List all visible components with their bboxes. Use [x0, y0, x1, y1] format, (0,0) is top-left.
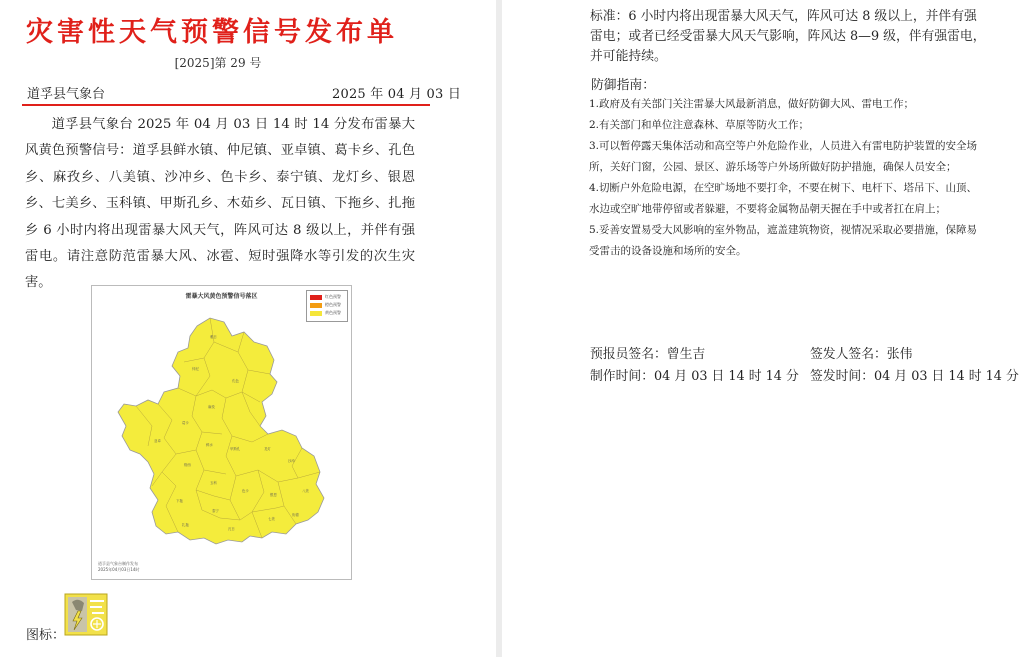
warning-standard: 标准：6 小时内将出现雷暴大风天气，阵风可达 8 级以上，并伴有强雷电；或者已经受雷暴大风天气影响，阵风达 8—9 级，伴有强雷电，并可能持续。	[590, 9, 986, 64]
guide-item: 5.妥善安置易受大风影响的室外物品，遮盖建筑物资，视情况采取必要措施，保障易受雷击的设备设施和场所的安全。	[589, 224, 978, 257]
svg-text:扎拖: 扎拖	[182, 523, 189, 527]
guide-item: 2.有关部门和单位注意森林、草原等防火工作；	[589, 119, 810, 131]
map-legend	[306, 290, 348, 322]
svg-text:格西: 格西	[184, 463, 191, 467]
svg-text:雅日: 雅日	[210, 335, 217, 339]
svg-text:沙冲: 沙冲	[288, 459, 295, 463]
legend-label-yellow: 黄色预警	[325, 310, 341, 315]
svg-text:泰宁: 泰宁	[212, 509, 219, 513]
yellow-thunderstorm-wind-warning-icon	[64, 593, 108, 636]
svg-text:龙灯: 龙灯	[264, 447, 271, 451]
svg-text:玉科: 玉科	[210, 481, 217, 485]
svg-text:七美: 七美	[268, 517, 275, 521]
left-page	[0, 0, 496, 657]
map-footer-line1: 道孚县气象台制作发布	[98, 561, 138, 566]
right-page	[502, 0, 1024, 657]
issue-date: 2025 年 04 月 03 日	[332, 87, 462, 102]
svg-text:葛卡: 葛卡	[182, 421, 189, 425]
svg-text:亚卓: 亚卓	[154, 439, 161, 443]
issue-time: 签发时间：04 月 03 日 14 时 14 分	[810, 369, 1019, 384]
svg-text:协德: 协德	[292, 513, 299, 517]
map-footer	[98, 561, 139, 573]
warning-body: 道孚县气象台 2025 年 04 月 03 日 14 时 14 分发布雷暴大风黄色预警信号：道孚县鲜水镇、仲尼镇、亚卓镇、葛卡乡、孔色乡、麻孜乡、八美镇、沙冲乡、色卡乡、泰宁镇、龙灯乡、银恩乡、七美乡、玉科镇、甲斯孔乡、木茹乡、瓦日镇、下拖乡、扎拖乡 6 小时内将出现雷暴大风天气，阵风可达 8 级以上，并伴有强雷电。请注意防范雷暴大风、冰雹、短时强降水等引发的次生灾害。	[25, 117, 415, 291]
county-map	[92, 286, 351, 579]
legend-swatch-yellow	[310, 311, 322, 316]
county-outline	[118, 318, 324, 544]
issuer: 道孚县气象台	[27, 87, 106, 102]
svg-text:银恩: 银恩	[270, 493, 277, 497]
legend-label-red: 红色预警	[325, 294, 341, 299]
svg-text:瓦日: 瓦日	[228, 527, 235, 531]
guide-item: 4.切断户外危险电源，在空旷场地不要打伞，不要在树下、电杆下、塔吊下、山顶、水边或空旷地带停留或者躲避，不要将金属物品朝天握在手中或者扛在肩上；	[589, 182, 978, 215]
made-time: 制作时间：04 月 03 日 14 时 14 分	[590, 369, 799, 384]
defense-guide-list	[589, 94, 984, 262]
red-divider	[22, 104, 430, 106]
map-title: 雷暴大风黄色预警信号落区	[185, 293, 258, 300]
defense-guide-title: 防御指南：	[591, 78, 655, 93]
legend-swatch-orange	[310, 303, 322, 308]
guide-item: 1.政府及有关部门关注雷暴大风最新消息，做好防御大风、雷电工作；	[589, 98, 915, 110]
svg-text:甲斯孔: 甲斯孔	[230, 447, 241, 451]
forecaster-signature: 预报员签名：曾生吉	[590, 347, 706, 362]
legend-swatch-red	[310, 295, 322, 300]
svg-text:孔色: 孔色	[232, 379, 239, 383]
svg-text:鲜水: 鲜水	[206, 443, 213, 447]
legend-yellow	[310, 311, 346, 317]
guide-item: 3.可以暂停露天集体活动和高空等户外危险作业，人员进入有雷电防护装置的安全场所，关好门窗，公园、景区、游乐场等户外场所做好防护措施，确保人员安全；	[589, 140, 978, 173]
svg-text:色卡: 色卡	[242, 489, 249, 493]
document-title: 灾害性天气预警信号发布单	[26, 17, 398, 48]
svg-text:八美: 八美	[302, 489, 309, 493]
legend-label-orange: 橙色预警	[325, 302, 341, 307]
legend-red	[310, 295, 346, 301]
legend-orange	[310, 303, 346, 309]
map-footer-line2: 2025年04月03日14时	[98, 567, 140, 572]
svg-text:仲尼: 仲尼	[192, 367, 199, 371]
signer-signature: 签发人签名：张伟	[810, 347, 913, 362]
warning-area-map	[91, 285, 352, 580]
icon-label: 图标：	[26, 628, 66, 643]
svg-text:下拖: 下拖	[176, 499, 183, 503]
document-number: [2025]第 29 号	[174, 56, 262, 70]
svg-text:麻孜: 麻孜	[208, 405, 215, 409]
